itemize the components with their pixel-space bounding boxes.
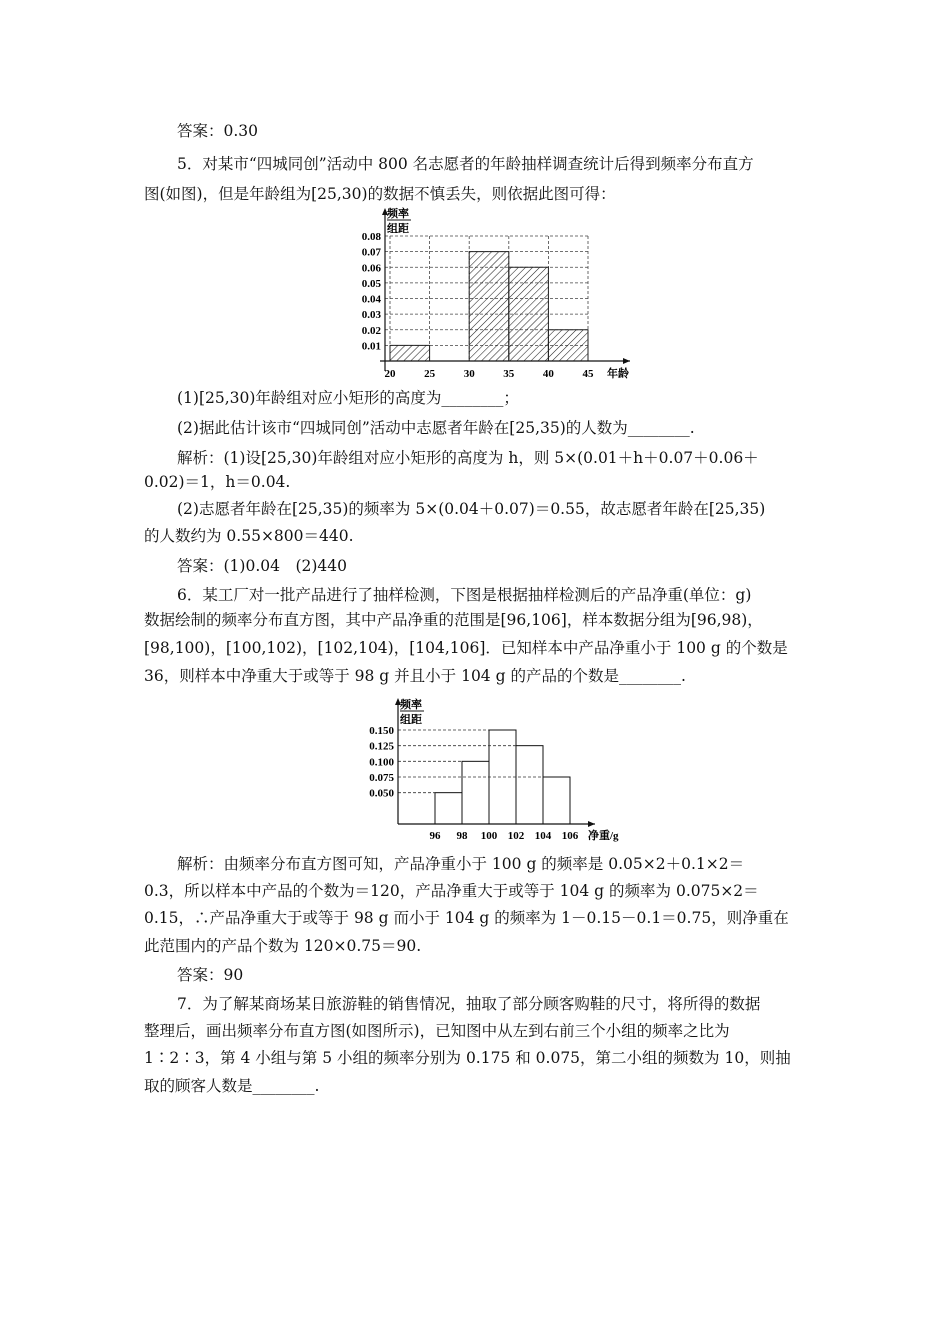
x-tick-96: 96 (429, 830, 441, 842)
y-label-bottom: 组距 (400, 714, 422, 726)
y-label-top: 频率 (400, 699, 422, 711)
question-6-line-3: [98,100)，[100,102)，[102,104)，[104,106]．已知样本中产品净重小于 100 g 的个数是 (144, 639, 788, 657)
y-tick-0.150: 0.150 (369, 725, 394, 737)
solution-5-line-4: 的人数约为 0.55×800＝440. (144, 527, 354, 545)
x-tick-98: 98 (456, 830, 468, 842)
solution-6-line-2: 0.3，所以样本中产品的个数为＝120，产品净重大于或等于 104 g 的频率为 0.075×2＝ (144, 882, 759, 900)
question-5-line-1: 5．对某市“四城同创”活动中 800 名志愿者的年龄抽样调查统计后得到频率分布直方 (177, 155, 754, 173)
y-tick-0.02: 0.02 (361, 324, 381, 337)
y-tick-0.05: 0.05 (361, 277, 381, 290)
x-tick-30: 30 (463, 368, 475, 380)
solution-6-line-4: 此范围内的产品个数为 120×0.75＝90. (144, 937, 422, 955)
x-axis-arrow (588, 821, 595, 827)
solution-6-line-1: 解析：由频率分布直方图可知，产品净重小于 100 g 的频率是 0.05×2＋0.1×2＝ (177, 855, 745, 873)
solution-5-line-2: 0.02)＝1，h＝0.04. (144, 473, 291, 491)
x-tick-35: 35 (503, 368, 515, 380)
x-tick-104: 104 (534, 830, 552, 842)
x-tick-25: 25 (424, 368, 436, 380)
y-tick-0.125: 0.125 (369, 740, 394, 753)
bar-30-35 (469, 252, 509, 361)
question-5-line-2: 图(如图)，但是年龄组为[25,30)的数据不慎丢失，则依据此图可得： (144, 185, 616, 203)
x-tick-40: 40 (542, 368, 554, 380)
bar-98-100 (462, 761, 489, 824)
answer-6-line: 答案：90 (177, 966, 244, 984)
y-tick-0.050: 0.050 (369, 787, 394, 800)
question-5-part-1: (1)[25,30)年龄组对应小矩形的高度为________； (177, 389, 519, 407)
x-label: 年龄 (607, 368, 629, 380)
y-label-bottom: 组距 (387, 223, 409, 235)
y-tick-0.06: 0.06 (361, 262, 381, 275)
solution-5-line-3: (2)志愿者年龄在[25,35)的频率为 5×(0.04＋0.07)＝0.55，故志愿者年龄在[25,35) (177, 500, 766, 518)
y-tick-0.04: 0.04 (361, 293, 381, 306)
question-6-line-2: 数据绘制的频率分布直方图，其中产品净重的范围是[96,106]，样本数据分组为[96,98)， (144, 611, 763, 629)
bar-96-98 (435, 793, 462, 824)
x-tick-102: 102 (507, 830, 525, 842)
y-tick-0.03: 0.03 (361, 309, 381, 322)
x-tick-20: 20 (384, 368, 396, 380)
question-7-line-3: 1∶2∶3，第 4 小组与第 5 小组的频率分别为 0.175 和 0.075，第二小组的频数为 10，则抽 (144, 1049, 791, 1067)
y-label-top: 频率 (387, 208, 409, 220)
y-tick-0.100: 0.100 (369, 756, 394, 769)
bar-104-106 (543, 777, 570, 824)
question-5-part-2: (2)据此估计该市“四城同创”活动中志愿者年龄在[25,35)的人数为________. (177, 419, 695, 437)
bar-102-104 (516, 746, 543, 824)
x-axis-arrow (623, 358, 630, 364)
y-tick-0.01: 0.01 (361, 340, 381, 353)
question-7-line-4: 取的顾客人数是________. (144, 1077, 320, 1095)
question-7-line-2: 整理后，画出频率分布直方图(如图所示)，已知图中从左到右前三个小组的频率之比为 (144, 1022, 730, 1040)
x-tick-45: 45 (582, 368, 594, 380)
solution-6-line-3: 0.15，∴产品净重大于或等于 98 g 而小于 104 g 的频率为 1－0.15－0.1＝0.75，则净重在 (144, 909, 789, 927)
answer-5-line: 答案：(1)0.04 (2)440 (177, 557, 348, 575)
age-histogram (340, 205, 640, 380)
y-tick-0.07: 0.07 (361, 246, 381, 259)
answer-4-line: 答案：0.30 (177, 122, 259, 140)
bar-35-40 (509, 267, 549, 361)
x-tick-106: 106 (561, 830, 579, 842)
bar-20-25 (390, 345, 430, 361)
weight-histogram (355, 695, 645, 845)
y-tick-0.08: 0.08 (361, 231, 381, 243)
x-tick-100: 100 (480, 830, 498, 842)
solution-5-line-1: 解析：(1)设[25,30)年龄组对应小矩形的高度为 h，则 5×(0.01＋h＋0.07＋0.06＋ (177, 449, 759, 467)
question-6-line-1: 6．某工厂对一批产品进行了抽样检测，下图是根据抽样检测后的产品净重(单位：g) (177, 586, 752, 604)
x-label: 净重/g (588, 830, 619, 842)
question-6-line-4: 36，则样本中净重大于或等于 98 g 并且小于 104 g 的产品的个数是________. (144, 667, 686, 685)
question-7-line-1: 7．为了解某商场某日旅游鞋的销售情况，抽取了部分顾客购鞋的尺寸，将所得的数据 (177, 995, 761, 1013)
bar-40-45 (548, 330, 588, 361)
y-tick-0.075: 0.075 (369, 772, 394, 784)
